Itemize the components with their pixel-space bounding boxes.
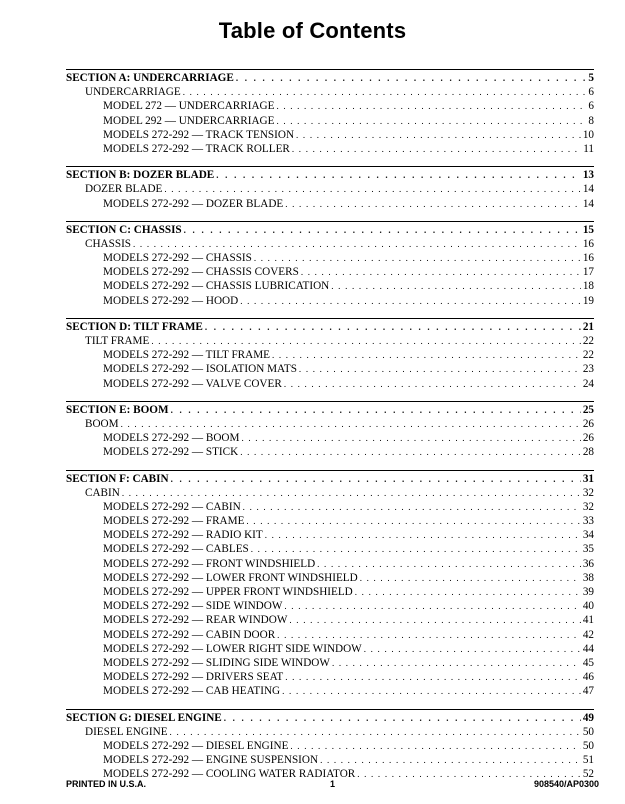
toc-entry-page-number: 16 (582, 252, 594, 265)
toc-entry-page-number: 10 (582, 128, 594, 141)
dot-leader (171, 403, 581, 417)
toc-entry-page-number: 45 (582, 656, 594, 669)
dot-leader (285, 197, 581, 211)
toc-section (66, 470, 594, 699)
toc-entry-label: CHASSIS (85, 237, 132, 250)
dot-leader (184, 223, 581, 237)
toc-entry-label: MODELS 272-292 — BOOM (103, 432, 240, 445)
toc-entry-label: MODELS 272-292 — ISOLATION MATS (103, 363, 297, 376)
toc-entry-label: TILT FRAME (85, 335, 150, 347)
dot-leader (276, 99, 586, 113)
toc-model-entry[interactable] (66, 656, 594, 670)
toc-entry-label: MODELS 272-292 — TRACK ROLLER (103, 142, 290, 155)
toc-entry-label: SECTION F: CABIN (66, 472, 169, 485)
toc-model-entry[interactable] (66, 128, 594, 142)
toc-model-entry[interactable] (66, 542, 594, 556)
dot-leader (276, 114, 586, 128)
toc-entry-page-number: 13 (582, 169, 594, 182)
toc-section-heading[interactable] (66, 711, 594, 725)
toc-entry-label: MODELS 272-292 — SIDE WINDOW (103, 600, 283, 613)
toc-entry-page-number: 34 (582, 529, 594, 542)
toc-entry-page-number: 6 (588, 100, 594, 113)
toc-entry-page-number: 22 (582, 335, 594, 347)
toc-entry-label: DIESEL ENGINE (85, 725, 168, 738)
dot-leader (164, 182, 580, 196)
toc-model-entry[interactable] (66, 142, 594, 156)
dot-leader (299, 362, 581, 376)
toc-entry-label: MODELS 272-292 — CHASSIS LUBRICATION (103, 280, 330, 293)
toc-entry-page-number: 26 (582, 432, 594, 445)
toc-model-entry[interactable] (66, 114, 594, 128)
toc-section-heading[interactable] (66, 223, 594, 237)
toc-entry-label: MODELS 272-292 — TRACK TENSION (103, 128, 295, 141)
toc-entry-label: MODELS 272-292 — CABIN (103, 500, 241, 513)
toc-entry-label: MODELS 272-292 — CHASSIS COVERS (103, 266, 299, 279)
toc-model-entry[interactable] (66, 642, 594, 656)
toc-entry-label: MODELS 272-292 — COOLING WATER RADIATOR (103, 768, 356, 781)
dot-leader (284, 377, 581, 391)
toc-entry-page-number: 22 (582, 349, 594, 362)
toc-entry-page-number: 24 (582, 377, 594, 390)
toc-model-entry[interactable] (66, 362, 594, 376)
dot-leader (364, 642, 581, 656)
toc-entry-label: MODELS 272-292 — HOOD (103, 294, 239, 307)
toc-entry-page-number: 35 (582, 543, 594, 556)
toc-subsection-entry[interactable] (66, 237, 594, 251)
toc-entry-page-number: 14 (582, 197, 594, 210)
toc-entry-label: SECTION E: BOOM (66, 403, 169, 416)
toc-section (66, 69, 594, 156)
footer-document-id: 908540/AP0300 (533, 779, 599, 789)
toc-entry-label: MODEL 292 — UNDERCARRIAGE (103, 114, 275, 127)
dot-leader (241, 431, 580, 445)
toc-entry-label: MODELS 272-292 — TILT FRAME (103, 349, 270, 362)
dot-leader (205, 320, 581, 334)
toc-entry-label: SECTION D: TILT FRAME (66, 320, 203, 333)
toc-subsection-entry[interactable] (66, 486, 594, 500)
toc-model-entry[interactable] (66, 585, 594, 599)
toc-entry-page-number: 25 (582, 403, 594, 416)
dot-leader (285, 670, 581, 684)
toc-entry-page-number: 40 (582, 600, 594, 613)
toc-model-entry[interactable] (66, 294, 594, 308)
dot-leader (170, 725, 581, 739)
toc-model-entry[interactable] (66, 557, 594, 571)
toc-entry-label: MODELS 272-292 — LOWER RIGHT SIDE WINDOW (103, 642, 362, 655)
dot-leader (251, 542, 581, 556)
dot-leader (296, 128, 581, 142)
dot-leader (254, 251, 581, 265)
toc-model-entry[interactable] (66, 265, 594, 279)
toc-model-entry[interactable] (66, 197, 594, 211)
toc-section (66, 166, 594, 211)
toc-entry-page-number: 44 (582, 642, 594, 655)
toc-entry-label: MODELS 272-292 — DIESEL ENGINE (103, 739, 289, 752)
toc-model-entry[interactable] (66, 739, 594, 753)
toc-entry-label: MODELS 272-292 — CABLES (103, 543, 249, 556)
toc-entry-label: MODELS 272-292 — DOZER BLADE (103, 197, 284, 210)
toc-entry-page-number: 11 (583, 142, 594, 155)
toc-subsection-entry[interactable] (66, 725, 594, 739)
toc-model-entry[interactable] (66, 684, 594, 698)
dot-leader (272, 348, 581, 362)
dot-leader (290, 739, 580, 753)
toc-entry-label: CABIN (85, 486, 120, 499)
toc-entry-page-number: 15 (582, 223, 594, 236)
toc-subsection-entry[interactable] (66, 85, 594, 99)
toc-model-entry[interactable] (66, 377, 594, 391)
page-title: Table of Contents (218, 18, 407, 43)
toc-model-entry[interactable] (66, 753, 594, 767)
toc-entry-page-number: 18 (582, 280, 594, 293)
toc-entry-label: SECTION B: DOZER BLADE (66, 169, 215, 182)
table-of-contents (66, 69, 594, 791)
toc-entry-label: MODELS 272-292 — CAB HEATING (103, 685, 281, 698)
dot-leader (331, 279, 581, 293)
toc-model-entry[interactable] (66, 670, 594, 684)
dot-leader (236, 71, 587, 85)
toc-entry-page-number: 17 (582, 266, 594, 279)
toc-entry-page-number: 47 (582, 685, 594, 698)
dot-leader (317, 557, 581, 571)
toc-section (66, 221, 594, 308)
toc-model-entry[interactable] (66, 514, 594, 528)
toc-entry-page-number: 14 (582, 183, 594, 196)
toc-entry-page-number: 42 (582, 628, 594, 641)
toc-section-heading[interactable] (66, 320, 594, 334)
toc-entry-label: UNDERCARRIAGE (85, 86, 181, 99)
toc-model-entry[interactable] (66, 445, 594, 459)
dot-leader (122, 486, 581, 500)
footer-printed-in: PRINTED IN U.S.A. (66, 779, 147, 789)
dot-leader (301, 265, 581, 279)
toc-entry-page-number: 52 (582, 768, 594, 781)
toc-section (66, 709, 594, 782)
toc-model-entry[interactable] (66, 251, 594, 265)
dot-leader (183, 85, 587, 99)
toc-section (66, 401, 594, 460)
toc-entry-label: MODELS 272-292 — UPPER FRONT WINDSHIELD (103, 586, 353, 598)
dot-leader (277, 628, 581, 642)
toc-entry-label: SECTION G: DIESEL ENGINE (66, 711, 222, 724)
toc-entry-page-number: 49 (582, 711, 594, 724)
toc-entry-page-number: 23 (582, 363, 594, 376)
toc-entry-page-number: 32 (582, 500, 594, 513)
toc-model-entry[interactable] (66, 599, 594, 613)
toc-entry-page-number: 31 (582, 472, 594, 485)
dot-leader (355, 585, 581, 599)
toc-model-entry[interactable] (66, 348, 594, 362)
toc-entry-page-number: 50 (582, 739, 594, 752)
toc-entry-page-number: 51 (582, 754, 594, 767)
dot-leader (121, 417, 581, 431)
dot-leader (289, 613, 580, 627)
toc-model-entry[interactable] (66, 628, 594, 642)
toc-entry-page-number: 28 (582, 446, 594, 459)
toc-entry-page-number: 46 (582, 671, 594, 684)
toc-entry-page-number: 39 (582, 586, 594, 598)
toc-entry-page-number: 32 (582, 486, 594, 499)
toc-model-entry[interactable] (66, 99, 594, 113)
toc-entry-page-number: 50 (582, 725, 594, 738)
toc-entry-label: MODELS 272-292 — ENGINE SUSPENSION (103, 754, 319, 767)
toc-entry-page-number: 19 (582, 294, 594, 307)
toc-model-entry[interactable] (66, 571, 594, 585)
dot-leader (332, 656, 581, 670)
toc-entry-page-number: 6 (588, 86, 594, 99)
toc-entry-label: SECTION A: UNDERCARRIAGE (66, 72, 234, 84)
toc-entry-page-number: 5 (588, 72, 594, 84)
toc-entry-label: MODELS 272-292 — STICK (103, 446, 239, 459)
toc-entry-label: MODELS 272-292 — DRIVERS SEAT (103, 671, 284, 684)
dot-leader (224, 711, 581, 725)
toc-entry-page-number: 26 (582, 417, 594, 430)
toc-entry-page-number: 36 (582, 557, 594, 570)
toc-entry-label: MODELS 272-292 — REAR WINDOW (103, 614, 288, 627)
toc-model-entry[interactable] (66, 528, 594, 542)
toc-entry-label: MODELS 272-292 — CHASSIS (103, 252, 252, 265)
toc-entry-page-number: 38 (582, 571, 594, 584)
toc-section-heading[interactable] (66, 472, 594, 486)
toc-section-heading[interactable] (66, 71, 594, 85)
dot-leader (133, 237, 581, 251)
dot-leader (151, 334, 580, 348)
toc-entry-page-number: 21 (582, 320, 594, 333)
dot-leader (240, 294, 581, 308)
toc-entry-page-number: 16 (582, 237, 594, 250)
dot-leader (360, 571, 581, 585)
toc-entry-label: MODELS 272-292 — FRAME (103, 515, 245, 528)
toc-entry-label: MODELS 272-292 — CABIN DOOR (103, 628, 276, 641)
toc-model-entry[interactable] (66, 279, 594, 293)
dot-leader (243, 500, 581, 514)
toc-entry-label: BOOM (85, 417, 119, 430)
dot-leader (246, 514, 580, 528)
dot-leader (292, 142, 581, 156)
toc-entry-label: SECTION C: CHASSIS (66, 223, 182, 236)
dot-leader (282, 684, 581, 698)
toc-entry-label: MODELS 272-292 — LOWER FRONT WINDSHIELD (103, 571, 358, 584)
toc-entry-page-number: 8 (588, 114, 594, 127)
dot-leader (171, 472, 581, 486)
dot-leader (240, 445, 581, 459)
toc-entry-label: MODELS 272-292 — FRONT WINDSHIELD (103, 557, 316, 570)
toc-section (66, 318, 594, 391)
dot-leader (216, 168, 581, 182)
toc-entry-page-number: 33 (582, 515, 594, 528)
toc-entry-label: MODELS 272-292 — RADIO KIT (103, 529, 263, 542)
toc-subsection-entry[interactable] (66, 334, 594, 348)
toc-section-heading[interactable] (66, 168, 594, 182)
dot-leader (284, 599, 580, 613)
toc-entry-page-number: 41 (582, 614, 594, 627)
dot-leader (265, 528, 581, 542)
toc-model-entry[interactable] (66, 431, 594, 445)
dot-leader (320, 753, 581, 767)
toc-section-heading[interactable] (66, 403, 594, 417)
toc-subsection-entry[interactable] (66, 182, 594, 196)
toc-entry-label: MODELS 272-292 — VALVE COVER (103, 377, 282, 390)
toc-model-entry[interactable] (66, 500, 594, 514)
toc-subsection-entry[interactable] (66, 417, 594, 431)
toc-entry-label: MODEL 272 — UNDERCARRIAGE (103, 100, 275, 113)
toc-entry-label: DOZER BLADE (85, 183, 163, 196)
toc-model-entry[interactable] (66, 613, 594, 627)
footer-page-number: 1 (329, 779, 335, 789)
toc-entry-label: MODELS 272-292 — SLIDING SIDE WINDOW (103, 656, 330, 669)
